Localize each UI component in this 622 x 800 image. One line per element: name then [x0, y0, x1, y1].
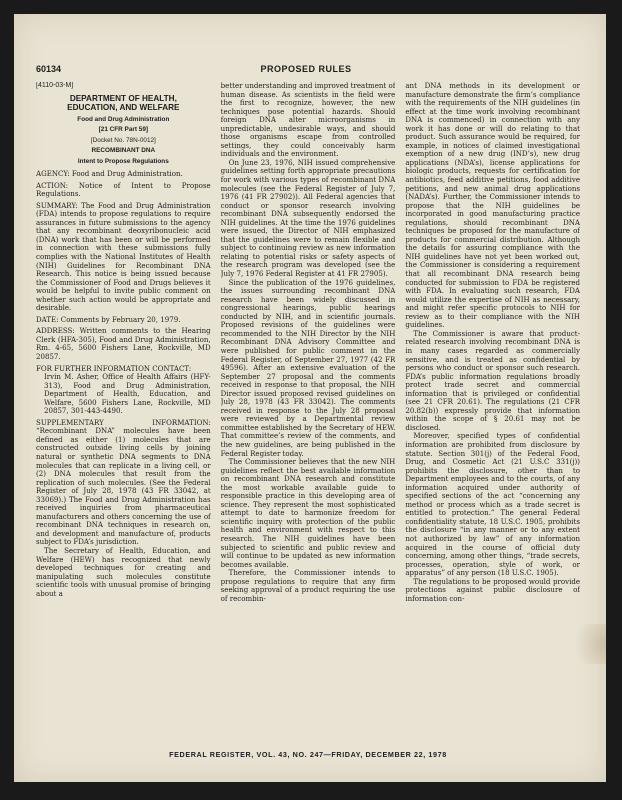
cfr-reference: [21 CFR Part 59] [98, 126, 149, 134]
action-paragraph: ACTION: Notice of Intent to Propose Regulations. [36, 180, 211, 199]
document-page [14, 14, 606, 782]
column-3 [405, 82, 580, 737]
document-id: [4110-03-M] [36, 82, 74, 89]
agency-line-2: EDUCATION, AND WELFARE [67, 103, 180, 113]
subject-title: RECOMBINANT DNA [91, 147, 156, 155]
address-paragraph: ADDRESS: Written comments to the Hearing Clerk (HFA-305), Food and Drug Administration, Rm. 4-65, 5600 Fishers Lane, Rockville, MD 20857. [36, 326, 211, 361]
body-paragraph: The Secretary of Health, Education, and Welfare (HEW) has recognized that newly developed techniques for creating and manipulating such molecules constitute scientific tools with unusual promise of bringing about a [36, 546, 211, 598]
intent-title: Intent to Propose Regulations [77, 157, 169, 165]
section-title: PROPOSED RULES [260, 64, 352, 74]
body-paragraph: The Commissioner is aware that product-related research involving recombinant DNA is in many cases regarded as commercially sensitive, and is treated as confidential by persons who conduct or sponsor such research. FDA’s public information regulations broadly protect trade secret and commercial information that is privileged or confidential (see 21 CFR 20.61). The regulations (21 CFR 20.82(b)) expressly provide that information within the scope of § 20.61 may not be disclosed. [405, 328, 581, 432]
supplementary-paragraph: SUPPLEMENTARY INFORMATION: “Recombinant DNA” molecules have been defined as either (1) molecules that are constructed outside living cells by joining natural or synthetic DNA segments to DNA molecules that can replicate in a living cell, or (2) DNA molecules that result from the replication of such molecules. (See the Federal Register of July 28, 1978 (43 FR 33042, at 33069).) The Food and Drug Administration has received inquiries from pharmaceutical manufacturers and others concerning the use of recombinant DNA techniques in research on, and development and manufacture of, products subject to FDA’s jurisdiction. [36, 417, 211, 547]
body-paragraph: Therefore, the Commissioner intends to propose regulations to require that any firm seeking approval of a product requiring the use of recombin- [220, 568, 396, 603]
text-columns [36, 82, 580, 737]
agency-line-1: DEPARTMENT OF HEALTH, [69, 93, 177, 103]
agency-paragraph: AGENCY: Food and Drug Administration. [36, 169, 183, 179]
contact-heading: FOR FURTHER INFORMATION CONTACT: [36, 363, 192, 373]
page-header [36, 64, 576, 78]
body-paragraph: better understanding and improved treatment of human disease. As scientists in the field were the first to recognize, however, the new techniques pose potential hazards. Should foreign DNA alter microorganisms in unpredictable, undesirable ways, and should those organisms escape from controlled settings, they could conceivably harm individuals and the environment. [220, 82, 396, 159]
column-2 [221, 82, 396, 737]
page-footer: FEDERAL REGISTER, VOL. 43, NO. 247—FRIDAY, DECEMBER 22, 1978 [169, 750, 447, 759]
column-1 [36, 82, 211, 737]
body-paragraph: Moreover, specified types of confidential information are prohibited from disclosure by statute. Section 301(j) of the Federal Food, Drug, and Cosmetic Act (21 U.S.C 331(j)) prohibits the disclosure, other than to Department employees and to the courts, of any information acquired under authority of specified sections of the act “concerning any method or process which as a trade secret is entitled to protection.” The general Federal confidentiality statute, 18 U.S.C. 1905, prohibits the disclosure “in any manner or to any extent not authorized by law” of any information acquired in the course of official duty concerning, among other things, “trade secrets, processes, operation, style of work, or apparatus” of any person (18 U.S.C. 1905). [405, 431, 581, 578]
body-paragraph: The regulations to be proposed would provide protections against public disclosure of information con- [405, 576, 581, 603]
page-number: 60134 [36, 64, 62, 74]
body-paragraph: The Commissioner believes that the new NIH guidelines reflect the best available information on recombinant DNA research and constitute the most workable available guide to responsible practice in this developing area of science. They represent the most sophisticated attempt to date to harmonize freedom for scientific inquiry with protection of the public health and environment with respect to this research. The NIH guidelines have been subjected to scientific and public review and will continue to be updated as new information becomes available. [220, 457, 396, 569]
date-paragraph: DATE: Comments by February 20, 1979. [36, 314, 181, 324]
body-paragraph: Since the publication of the 1976 guidelines, the issues surrounding recombinant DNA research have been widely discussed in congressional hearings, public hearings conducted by NIH, and in scientific journals. Proposed revisions of the guidelines were recommended to the NIH Director by the NIH Recombinant DNA Advisory Committee and were published for public comment in the Federal Register, of September 27, 1977 (42 FR 49596). After an extensive evaluation of the September 27 proposal and the comments received in response to that proposal, the NIH Director issued proposed revised guidelines on July 28, 1978 (43 FR 33042). The comments received in response to the July 28 proposal were reviewed by a Departmental review committee established by the Secretary of HEW. That committee’s review of the comments, and the new guidelines, are being published in the Federal Register today. [220, 277, 396, 458]
sub-agency: Food and Drug Administration [77, 115, 170, 123]
docket-number: [Docket No. 78N-0012] [90, 136, 156, 144]
body-paragraph: ant DNA methods in its development or manufacture demonstrate the firm’s compliance with the requirements of the NIH guidelines (in effect at the time work involving recombinant DNA is commenced) in connection with any work it has done or will do relating to that product. Such assurance would be required, for example, in notices of claimed investigational exemption of a new drug (IND’s), new drug applications (NDA’s), license applications for biologic products, requests for certification for antibiotics, feed additive petitions, food additive petitions, and new animal drug applications (NADA’s). Further, the Commissioner intends to propose that the NIH guidelines be incorporated in good manufacturing practice regulations, should recombinant DNA techniques be proposed for the manufacture of products for commercial distribution. Although the details for assuring compliance with the NIH guidelines have not yet been worked out, the Commissioner is considering a requirement that all recombinant DNA research being conducted for submission to FDA be registered with FDA. In evaluating such research, FDA would utilize the expertise of NIH as necessary, and might refer specific protocols to NIH for review as to their compliance with the NIH guidelines. [405, 82, 581, 330]
body-paragraph: On June 23, 1976, NIH issued comprehensive guidelines setting forth appropriate precautions for work with various types of recombinant DNA molecules (see the Federal Register of July 7, 1976 (41 FR 27902)). All Federal agencies that conduct or sponsor research involving recombinant DNA subsequently endorsed the NIH guidelines. At the time the 1976 guidelines were issued, the Director of NIH emphasized that the guidelines were to remain flexible and subject to continuing review as new information relating to potential risks or safety aspects of the research program was developed (see the July 7, 1976 Federal Register at 41 FR 27905). [220, 157, 396, 279]
summary-paragraph: SUMMARY: The Food and Drug Administration (FDA) intends to propose regulations to require assurances in future submissions to the agency that any recombinant deoxyribonucleic acid (DNA) work that has been or will be performed in connection with these submissions fully complies with the National Institutes of Health (NIH) Guidelines for Recombinant DNA Research. This notice is being issued because the Commissioner of Food and Drugs believes it would be helpful to invite public comment on whether such action would be appropriate and desirable. [36, 200, 211, 313]
contact-details: Irvin M. Asher, Office of Health Affairs (HFY-313), Food and Drug Administration, Department of Health, Education, and Welfare, 5600 Fishers Lane, Rockville, MD 20857, 301-443-4490. [44, 372, 211, 416]
